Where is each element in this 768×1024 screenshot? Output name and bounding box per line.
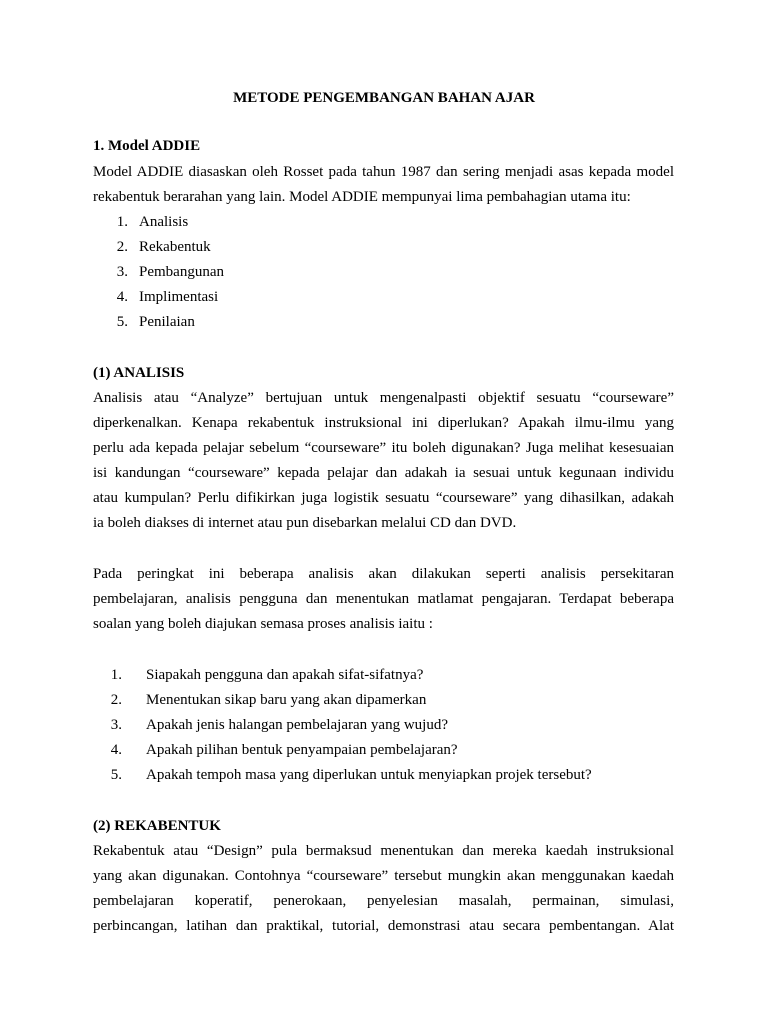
paragraph-line: Pada peringkat ini beberapa analisis akan dilakukan seperti analisis persekitaran bbox=[93, 566, 674, 582]
list-number: 5. bbox=[116, 314, 128, 330]
list-item: Siapakah pengguna dan apakah sifat-sifatnya? bbox=[146, 667, 424, 683]
list-number: 4. bbox=[116, 289, 128, 305]
document-title: METODE PENGEMBANGAN BAHAN AJAR bbox=[233, 90, 535, 106]
list-item: Implimentasi bbox=[139, 289, 219, 305]
paragraph-line: perbincangan, latihan dan praktikal, tutorial, demonstrasi atau secara pembentangan. Alat bbox=[93, 918, 674, 934]
section-heading-analisis: (1) ANALISIS bbox=[93, 365, 185, 381]
paragraph-line: perlu ada kepada pelajar sebelum “courseware” itu boleh digunakan? Juga melihat kesesuaian bbox=[93, 440, 674, 456]
list-number: 1. bbox=[110, 667, 122, 683]
paragraph-line: pembelajaran, analisis pengguna dan menentukan matlamat pengajaran. Terdapat beberapa bbox=[93, 591, 674, 607]
list-number: 5. bbox=[110, 767, 122, 783]
list-number: 2. bbox=[116, 239, 128, 255]
list-item: Apakah tempoh masa yang diperlukan untuk menyiapkan projek tersebut? bbox=[146, 767, 592, 783]
paragraph-line: yang akan digunakan. Contohnya “courseware” tersebut mungkin akan menggunakan kaedah bbox=[93, 868, 674, 884]
list-number: 4. bbox=[110, 742, 122, 758]
paragraph-line: Model ADDIE diasaskan oleh Rosset pada tahun 1987 dan sering menjadi asas kepada model bbox=[93, 164, 674, 180]
list-item: Analisis bbox=[139, 214, 189, 230]
list-number: 3. bbox=[110, 717, 122, 733]
paragraph-line: rekabentuk berarahan yang lain. Model ADDIE mempunyai lima pembahagian utama itu: bbox=[93, 189, 631, 205]
list-item: Apakah pilihan bentuk penyampaian pembelajaran? bbox=[146, 742, 458, 758]
paragraph-line: Rekabentuk atau “Design” pula bermaksud menentukan dan mereka kaedah instruksional bbox=[93, 843, 674, 859]
paragraph-line: ia boleh diakses di internet atau pun disebarkan melalui CD dan DVD. bbox=[93, 515, 517, 531]
list-number: 2. bbox=[110, 692, 122, 708]
list-item: Pembangunan bbox=[139, 264, 224, 280]
list-item: Penilaian bbox=[139, 314, 195, 330]
list-item: Rekabentuk bbox=[139, 239, 211, 255]
section-heading-model-addie: 1. Model ADDIE bbox=[93, 138, 201, 154]
list-number: 1. bbox=[116, 214, 128, 230]
list-item: Apakah jenis halangan pembelajaran yang wujud? bbox=[146, 717, 448, 733]
paragraph-line: diperkenalkan. Kenapa rekabentuk instruksional ini diperlukan? Apakah ilmu-ilmu yang bbox=[93, 415, 674, 431]
paragraph-line: pembelajaran koperatif, penerokaan, penyelesian masalah, permainan, simulasi, bbox=[93, 893, 674, 909]
paragraph-line: atau kumpulan? Perlu difikirkan juga logistik sesuatu “courseware” yang dihasilkan, adakah bbox=[93, 490, 674, 506]
section-heading-rekabentuk: (2) REKABENTUK bbox=[93, 818, 221, 834]
list-item: Menentukan sikap baru yang akan dipamerkan bbox=[146, 692, 427, 708]
list-number: 3. bbox=[116, 264, 128, 280]
paragraph-line: soalan yang boleh diajukan semasa proses analisis iaitu : bbox=[93, 616, 433, 632]
paragraph-line: Analisis atau “Analyze” bertujuan untuk mengenalpasti objektif sesuatu “courseware” bbox=[93, 390, 674, 406]
paragraph-line: isi kandungan “courseware” kepada pelajar dan adakah ia sesuai untuk kegunaan individu bbox=[93, 465, 674, 481]
